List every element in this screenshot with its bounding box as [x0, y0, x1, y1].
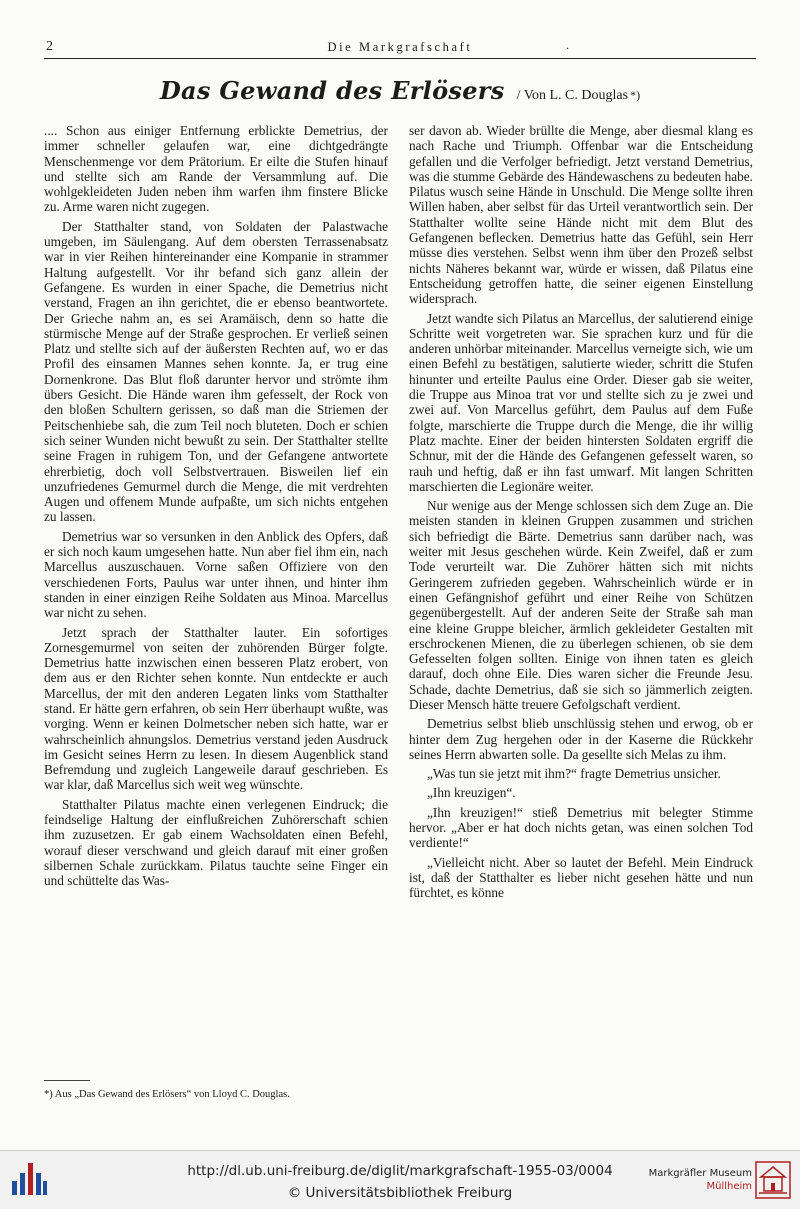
copyright-notice: © Universitätsbibliothek Freiburg: [287, 1185, 513, 1201]
museum-name-line1: Markgräfler Museum: [648, 1168, 752, 1179]
running-header: [44, 38, 756, 59]
footnote: *) Aus „Das Gewand des Erlösers“ von Lloyd C. Douglas.: [44, 1089, 290, 1100]
paragraph: „Vielleicht nicht. Aber so lautet der Befehl. Mein Eindruck ist, daß der Statthalter es lieber nicht gesehen hätte und nun fürchtet, es könne: [409, 854, 753, 901]
byline-text: / Von L. C. Douglas: [516, 88, 629, 103]
paragraph: Demetrius war so versunken in den Anblick des Opfers, daß er sich noch kaum umgesehen hatte. Nun aber fiel ihm ein, nach Marcellus auszuschauen. Vorne saßen Offiziere von den verschiedenen Forts, Paulus war unter ihnen, und hinter ihm standen in einer einzigen Reihe Soldaten aus Minoa. Marcellus war nicht zu sehen.: [44, 528, 388, 621]
left-column: [44, 123, 388, 893]
article-byline: [517, 88, 641, 103]
museum-name: [640, 1167, 752, 1193]
paragraph: Der Statthalter stand, von Soldaten der Palastwache umgeben, im Säulengang. Auf dem obersten Terrassenabsatz war in vier Reihen hintereinander eine Kompanie in strammer Haltung aufgestellt. Vor ihr befand sich ganz allein der Gefangene. Es wurden in einer Spache, die Demetrius nicht verstand, Fragen an ihn gerichtet, die er ebenso beantwortete. Der Grieche nahm an, es sei Aramäisch, denn so hatte die stürmische Menge auf der Straße gesprochen. Er verließ seinen Platz und stellte sich auf der äußersten Rechten auf, wo er das Profil des einsamen Mannes sehen konnte. Ja, er trug eine Dornenkrone. Das Blut floß darunter hervor und strömte ihm übers Gesicht. Die Hände waren ihm gefesselt, der Rock von den bloßen Schultern gerissen, so daß man die Striemen der Peitschenhiebe sah, die zum Teil noch bluteten. Doch er schien sich seiner Wunden nicht bewußt zu sein. Der Statthalter stellte seine Fragen in ruhigem Ton, und der Gefangene antwortete ehrerbietig, doch voll Selbstvertrauen. Bisweilen lief ein unzufriedenes Gemurmel durch die Menge, die mit verdrehten Augen und offenem Munde aufpaßte, um sich nichts entgehen zu lassen.: [44, 218, 388, 525]
article-title-row: [0, 76, 800, 116]
paragraph: Jetzt sprach der Statthalter lauter. Ein sofortiges Zornesgemurmel von seiten der zuhörenden Bürger folgte. Demetrius hatte inzwischen einen besseren Platz erobert, von dem aus er den Richter sehen konnte. Nun entdeckte er auch Marcellus, der mit den anderen Legaten links vom Statthalter stand. Er hätte gern erfahren, ob sein Herr überhaupt wußte, was vorging. Wenn er keinen Dolmetscher neben sich hatte, war er wahrscheinlich ahnungslos. Demetrius verstand jeden Ausdruck im Gesicht seines Herrn zu lesen. In diesem Augenblick stand Befremdung und zugleich Langeweile darauf geschrieben. Es war klar, daß Marcellus sich weit weg wünschte.: [44, 624, 388, 793]
paragraph: .... Schon aus einiger Entfernung erblickte Demetrius, der immer schneller gelaufen war, eine dichtgedrängte Menschenmenge vor dem Prätorium. Er eilte die Stufen hinauf und stellte sich am Rande der Versammlung auf. Die wohlgekleideten Juden neben ihm warfen ihm finstere Blicke zu. Arme waren nicht zugegen.: [44, 123, 388, 215]
journal-title: Die Markgrafschaft: [327, 40, 473, 54]
header-dot: .: [566, 38, 569, 52]
museum-name-line2: Müllheim: [706, 1181, 752, 1192]
paragraph: „Ihn kreuzigen!“ stieß Demetrius mit belegter Stimme hervor. „Aber er hat doch nichts getan, was einen solchen Tod verdiente!“: [409, 804, 753, 851]
paragraph: Nur wenige aus der Menge schlossen sich dem Zuge an. Die meisten standen in kleinen Gruppen zusammen und strichen sich befriedigt die Bärte. Demetrius sann darüber nach, was weiter mit Jesus geschehen würde. Kein Zweifel, daß er zum Tode verurteilt war. Die Zuhörer hätten sich mit nichts Geringerem zufrieden gegeben. Wahrscheinlich würde er in einen Gefängnishof geführt und einer Reihe von Schützen gegenübergestellt. Auf der anderen Seite der Straße sah man eine kleine Gruppe bleicher, ärmlich gekleideter Gestalten mit erschrockenen Mienen, die zu überlegen schienen, ob sie dem Gefesselten folgen sollten. Einige von ihnen taten es gleich darauf, doch ohne Eile. Dies waren sicher die Freunde Jesu. Schade, dachte Demetrius, daß sie sich so jämmerlich zeigten. Dieser Mensch hätte treuere Gefolgschaft verdient.: [409, 498, 753, 712]
paragraph: ser davon ab. Wieder brüllte die Menge, aber diesmal klang es nach Rache und Triumph. Offenbar war die Entscheidung gefallen und die Verfolger befriedigt. Jetzt verstand Demetrius, was die stumme Gebärde des Händewaschens zu bedeuten habe. Pilatus wusch seine Hände in Unschuld. Die Menge sollte ihren Willen haben, aber selbst für das Urteil verantwortlich sein. Der Statthalter wollte seine Hände nicht mit dem Blut des Gefangenen beflecken. Demetrius hatte das Gefühl, sein Herr müsse dies verstehen. Selbst wenn ihm über den Prozeß selbst nichts Näheres bekannt war, würde er wissen, daß Pilatus eine Entscheidung getroffen hatte, die seiner eigenen Einstellung widersprach.: [409, 123, 753, 307]
paragraph: Jetzt wandte sich Pilatus an Marcellus, der salutierend einige Schritte weit vorgetreten war. Sie sprachen kurz und für die anderen unhörbar miteinander. Marcellus verneigte sich, wie um einen Befehl zu bestätigen, salutierte wieder, schritt die Stufen hinunter und erteilte Paulus eine Order. Dieser gab sie weiter, die Truppe aus Minoa trat vor und stellte sich zu je zwei und zwei auf. Von Marcellus geführt, dem Paulus auf dem Fuße folgte, marschierte die Truppe durch die Menge, die ihr willig Platz machte. Einer der beiden hintersten Soldaten ergriff die Schnur, mit der die Hände des Gefangenen gefesselt waren, so rauh und heftig, daß er ihn fast umwarf. Mit langen Schritten marschierten die Legionäre weiter.: [409, 310, 753, 494]
right-column: [409, 123, 753, 905]
paragraph: „Was tun sie jetzt mit ihm?“ fragte Demetrius unsicher.: [427, 766, 721, 782]
page-number: 2: [46, 39, 53, 54]
digitization-footer: [0, 1150, 800, 1209]
museum-building-icon: [755, 1161, 791, 1199]
footnote-divider: [44, 1080, 90, 1081]
paragraph: Statthalter Pilatus machte einen verlegenen Eindruck; die feindselige Haltung der einflußreichen Zuhörerschaft schien ihm zuzusetzen. Er gab einem Wachsoldaten einen Befehl, worauf dieser verschwand und gleich darauf mit einer großen silbernen Schale zurückkam. Pilatus tauchte seine Finger ein und schüttelte das Was-: [44, 796, 388, 889]
article-title: Das Gewand des Erlösers: [159, 76, 505, 105]
paragraph: „Ihn kreuzigen“.: [427, 785, 516, 801]
byline-footnote-mark: *): [630, 88, 641, 102]
paragraph: Demetrius selbst blieb unschlüssig stehen und erwog, ob er hinter dem Zug hergehen oder in der Kaserne die Rückkehr seines Herrn abwarten solle. Da gesellte sich Melas zu ihm.: [409, 716, 753, 762]
permalink-url[interactable]: http://dl.ub.uni-freiburg.de/diglit/markgrafschaft-1955-03/0004: [187, 1163, 613, 1179]
